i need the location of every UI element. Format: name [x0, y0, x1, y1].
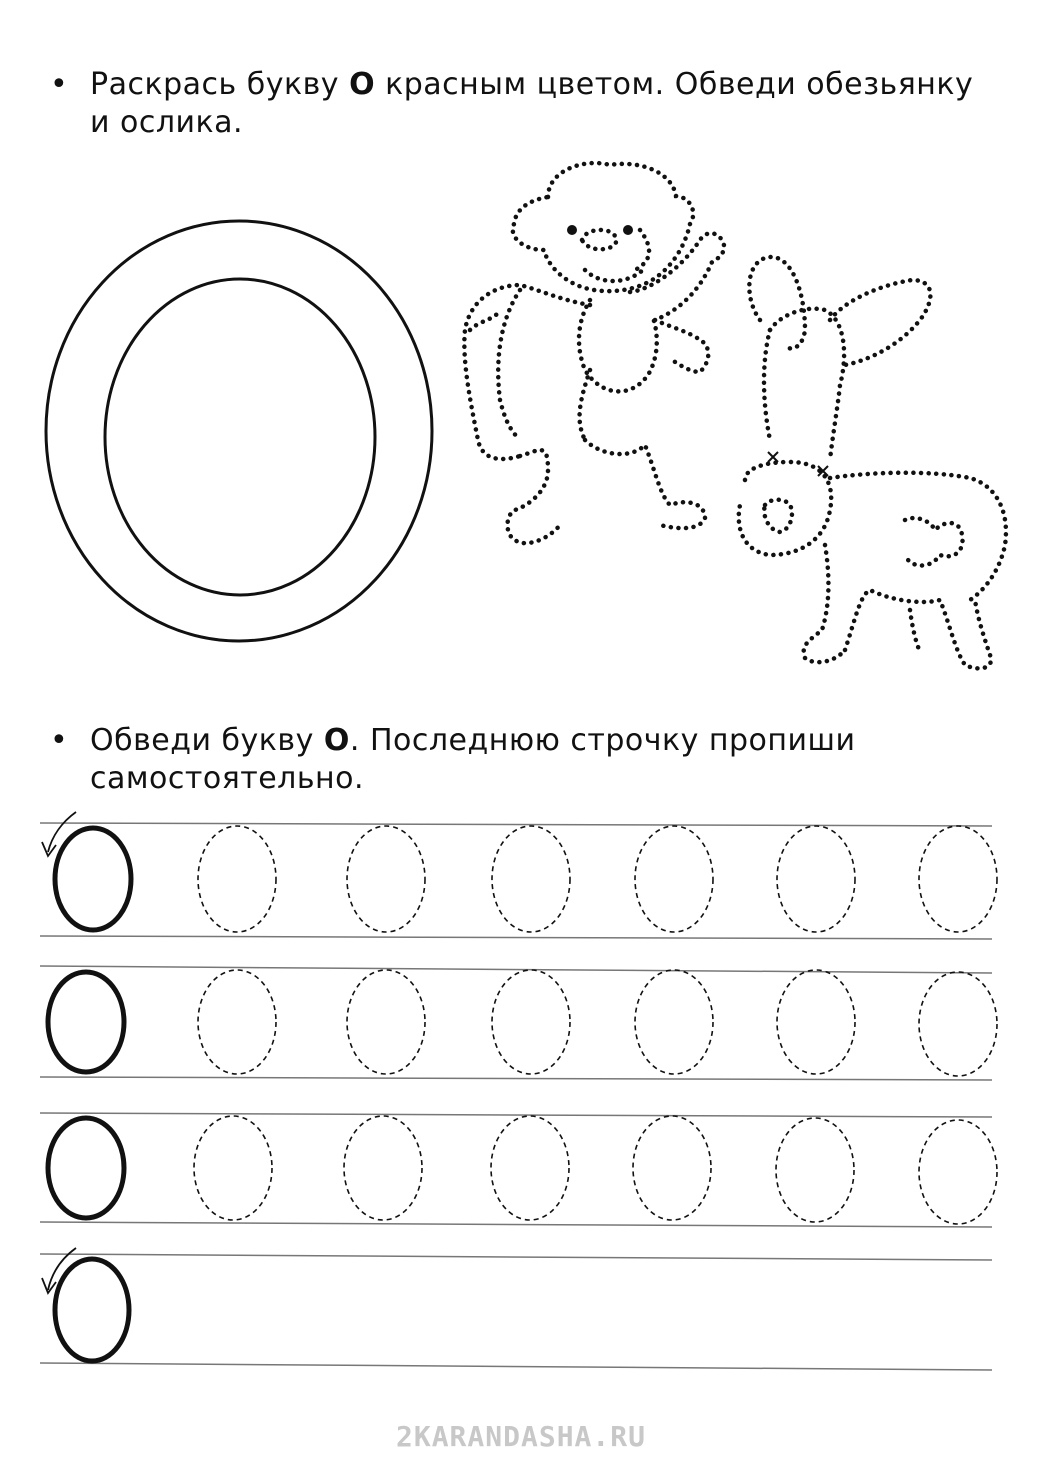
- dashed-letter-o[interactable]: [776, 1118, 854, 1222]
- big-letter-o-outline[interactable]: [46, 221, 432, 641]
- dashed-letter-o[interactable]: [777, 970, 855, 1074]
- dashed-letter-o[interactable]: [633, 1116, 711, 1220]
- bullet: •: [50, 723, 69, 758]
- dashed-letter-o[interactable]: [919, 972, 997, 1076]
- practice-row-2: [48, 970, 997, 1076]
- dashed-letter-o[interactable]: [492, 826, 570, 932]
- dashed-letter-o[interactable]: [492, 970, 570, 1074]
- dashed-letter-o[interactable]: [194, 1116, 272, 1220]
- solid-letter-o: [48, 1118, 124, 1218]
- dashed-letter-o[interactable]: [198, 970, 276, 1074]
- watermark: 2KARANDASHA.RU: [395, 1420, 646, 1453]
- practice-row-4[interactable]: [42, 1248, 129, 1361]
- solid-letter-o: [48, 972, 124, 1072]
- solid-letter-o: [55, 1259, 129, 1361]
- dashed-letter-o[interactable]: [635, 826, 713, 932]
- highlighted-letter: О: [349, 67, 376, 102]
- solid-letter-o: [55, 828, 131, 930]
- instruction-text: Раскрась букву О красным цветом. Обведи обезьянку и ослика.: [90, 67, 974, 140]
- arrow-icon: [42, 812, 76, 856]
- dashed-letter-o[interactable]: [777, 826, 855, 932]
- dashed-letter-o[interactable]: [347, 970, 425, 1074]
- monkey-dotted-picture[interactable]: [464, 163, 724, 543]
- bullet: •: [50, 67, 69, 102]
- dashed-letter-o[interactable]: [919, 826, 997, 932]
- dashed-letter-o[interactable]: [344, 1116, 422, 1220]
- dashed-letter-o[interactable]: [635, 970, 713, 1074]
- dashed-letter-o[interactable]: [347, 826, 425, 932]
- highlighted-letter: О: [323, 723, 350, 758]
- practice-guide-lines: [40, 823, 992, 1370]
- dashed-letter-o[interactable]: [491, 1116, 569, 1220]
- donkey-dotted-picture[interactable]: [739, 257, 1006, 668]
- instruction-text: Обведи букву О. Последнюю строчку пропиши самостоятельно.: [90, 723, 856, 796]
- practice-row-3: [48, 1116, 997, 1224]
- dashed-letter-o[interactable]: [919, 1120, 997, 1224]
- dashed-letter-o[interactable]: [198, 826, 276, 932]
- practice-row-1: [42, 812, 997, 932]
